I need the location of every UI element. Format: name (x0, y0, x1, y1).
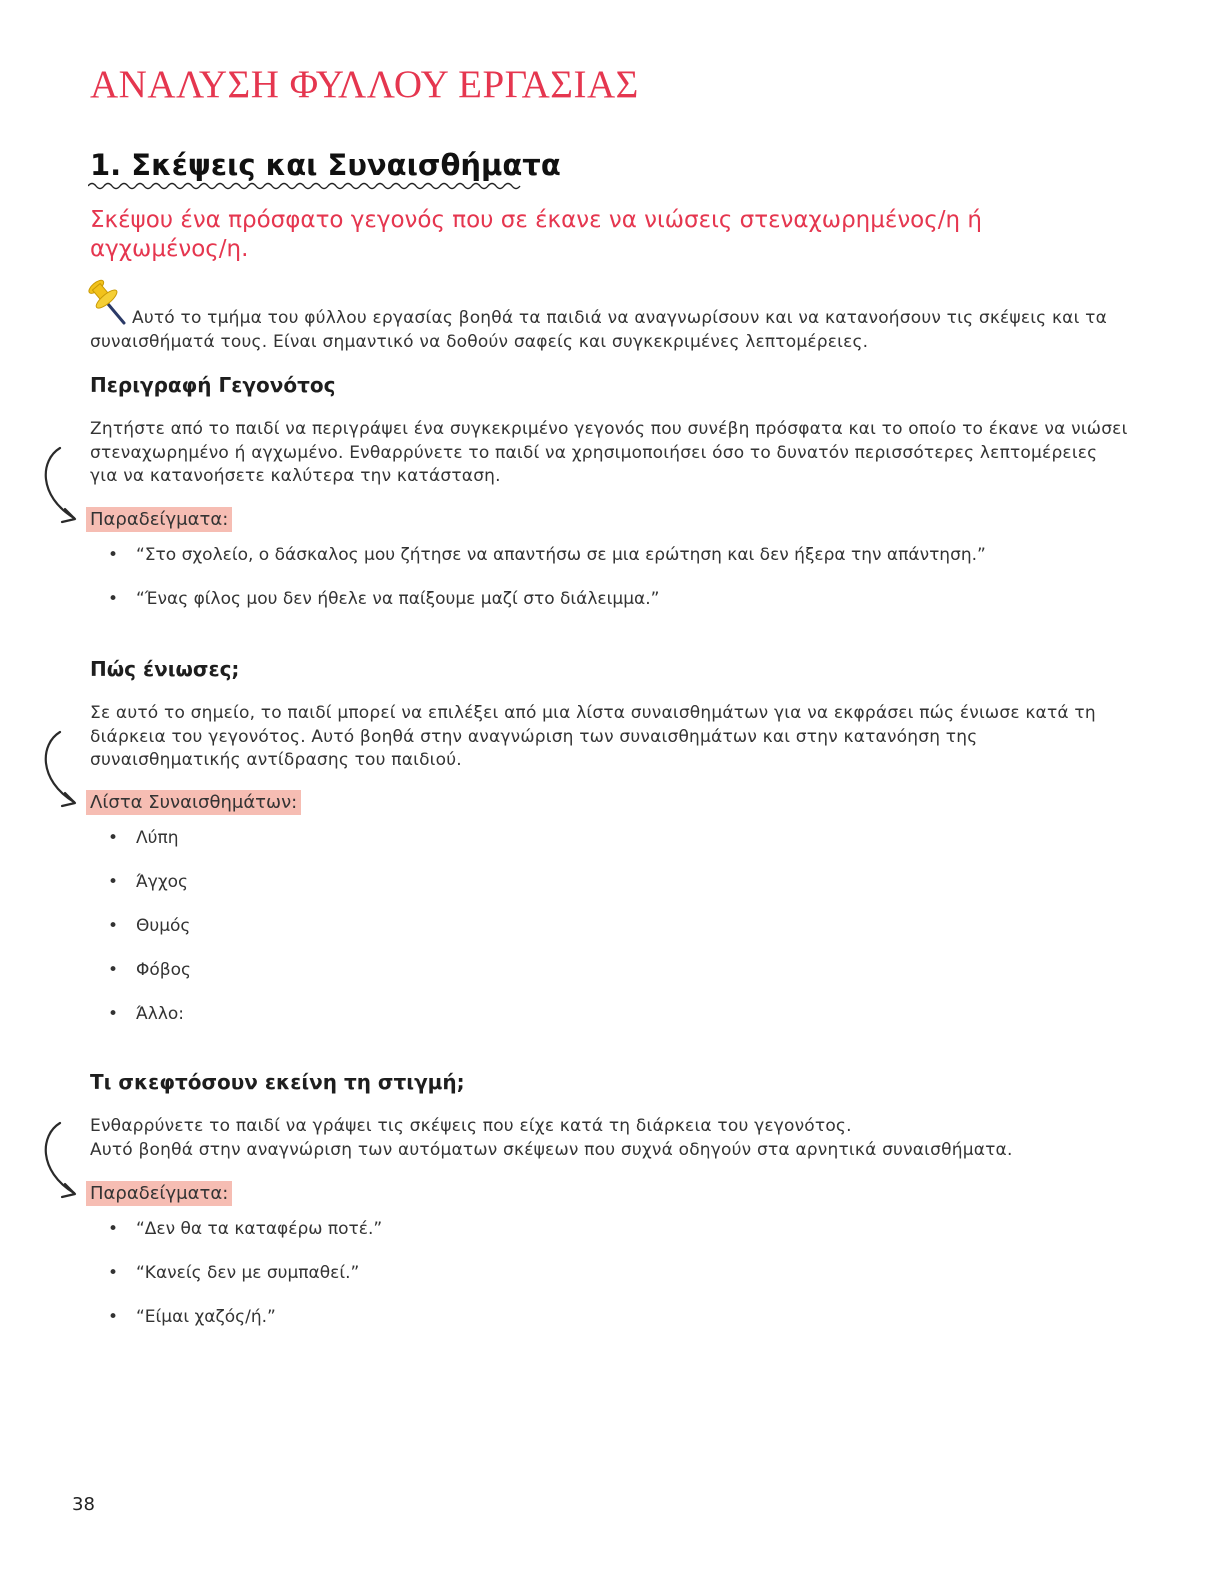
thoughts-examples-list (90, 1218, 382, 1350)
section-prompt: Σκέψου ένα πρόσφατο γεγονός που σε έκανε να νιώσεις στεναχωρημένος/η ή αγχωμένος/η. (90, 207, 982, 262)
list-item: • “Κανείς δεν με συμπαθεί.” (90, 1262, 382, 1306)
feelings-heading: Πώς ένιωσες; (90, 657, 240, 681)
page-number: 38 (72, 1494, 95, 1515)
list-item: • Φόβος (90, 959, 191, 1003)
examples-label: Παραδείγματα: (86, 507, 232, 532)
section-heading: 1. Σκέψεις και Συναισθήματα (90, 148, 561, 182)
section-intro (90, 307, 1130, 354)
list-item: • Άγχος (90, 871, 191, 915)
event-examples-list (90, 544, 986, 632)
page-title: ΑΝΑΛΥΣΗ ΦΥΛΛΟΥ ΕΡΓΑΣΙΑΣ (90, 63, 639, 106)
thoughts-line-2: Αυτό βοηθά στην αναγνώριση των αυτόματων σκέψεων που συχνά οδηγούν στα αρνητικά συναισθήματα. (90, 1139, 1013, 1160)
wavy-underline (88, 181, 524, 191)
list-item: • Θυμός (90, 915, 191, 959)
list-item: • Άλλο: (90, 1003, 191, 1047)
curved-arrow-icon (38, 730, 82, 810)
feelings-list (90, 827, 191, 1047)
examples-label: Παραδείγματα: (86, 1181, 232, 1206)
list-item: • “Δεν θα τα καταφέρω ποτέ.” (90, 1218, 382, 1262)
event-text: Ζητήστε από το παιδί να περιγράψει ένα συγκεκριμένο γεγονός που συνέβη πρόσφατα και το οποίο το έκανε να νιώσει στεναχωρημένο ή αγχωμένο. Ενθαρρύνετε το παιδί να χρησιμοποιήσει όσο το δυνατόν περισσότερες λεπτομέρειες για να κατανοήσετε καλύτερα την κατάσταση. (90, 419, 1128, 486)
curved-arrow-icon (38, 446, 82, 526)
event-heading: Περιγραφή Γεγονότος (90, 373, 336, 397)
feelings-list-label: Λίστα Συναισθημάτων: (86, 790, 301, 815)
list-item: • “Ένας φίλος μου δεν ήθελε να παίξουμε μαζί στο διάλειμμα.” (90, 588, 986, 632)
list-item: • “Είμαι χαζός/ή.” (90, 1306, 382, 1350)
curved-arrow-icon (38, 1121, 82, 1201)
section-intro-text: Αυτό το τμήμα του φύλλου εργασίας βοηθά τα παιδιά να αναγνωρίσουν και να κατανοήσουν τις σκέψεις και τα συναισθήματά τους. Είναι σημαντικό να δοθούν σαφείς και συγκεκριμένες λεπτομέρειες. (90, 308, 1107, 352)
list-item: • Λύπη (90, 827, 191, 871)
thoughts-line-1: Ενθαρρύνετε το παιδί να γράψει τις σκέψεις που είχε κατά τη διάρκεια του γεγονότος. (90, 1116, 852, 1136)
thoughts-heading: Τι σκεφτόσουν εκείνη τη στιγμή; (90, 1070, 465, 1094)
list-item: • “Στο σχολείο, ο δάσκαλος μου ζήτησε να απαντήσω σε μια ερώτηση και δεν ήξερα την απάντηση.” (90, 544, 986, 588)
thoughts-text (90, 1115, 1150, 1162)
feelings-text: Σε αυτό το σημείο, το παιδί μπορεί να επιλέξει από μια λίστα συναισθημάτων για να εκφράσει πώς ένιωσε κατά τη διάρκεια του γεγονότος. Αυτό βοηθά στην αναγνώριση των συναισθημάτων και στην κατανόηση της συναισθηματικής αντίδρασης του παιδιού. (90, 703, 1096, 770)
